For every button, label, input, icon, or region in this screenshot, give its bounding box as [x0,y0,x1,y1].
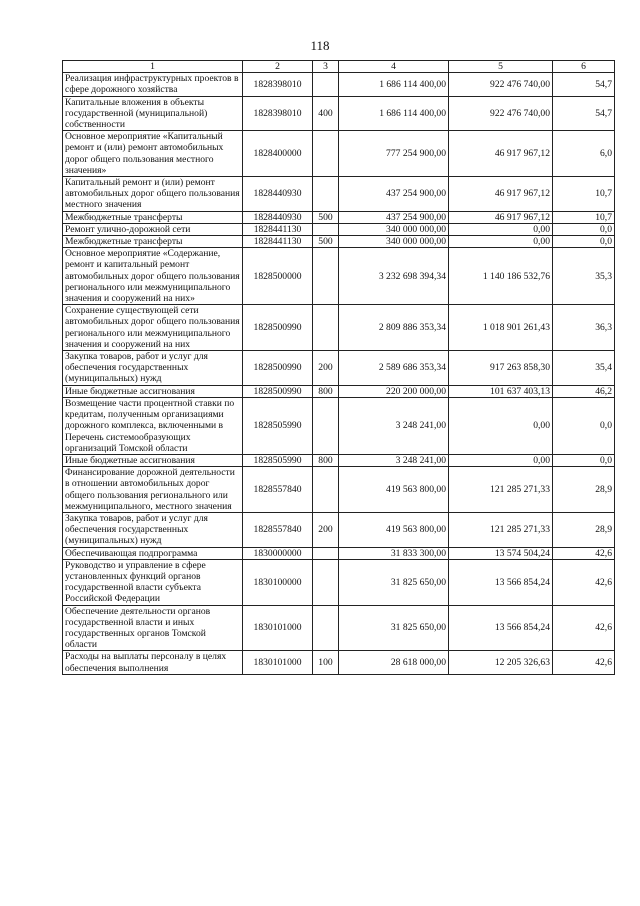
code-cell: 1830101000 [243,605,313,651]
header-row [63,61,615,73]
code-cell: 1828400000 [243,131,313,177]
column-header: 1 [63,61,243,73]
column-header: 4 [339,61,449,73]
executed-amount-cell: 121 285 271,33 [449,512,553,547]
percent-cell: 0,0 [553,454,615,466]
name-cell: Межбюджетные трансферты [63,236,243,248]
percent-cell: 42,6 [553,651,615,674]
name-cell: Основное мероприятие «Капитальный ремонт и (или) ремонт автомобильных дорог общего пользования местного значения» [63,131,243,177]
table-body [63,73,615,675]
executed-amount-cell: 121 285 271,33 [449,467,553,513]
name-cell: Капитальные вложения в объекты государственной (муниципальной) собственности [63,96,243,131]
planned-amount-cell: 437 254 900,00 [339,211,449,223]
name-cell: Реализация инфраструктурных проектов в сфере дорожного хозяйства [63,73,243,96]
page-number: 118 [310,38,330,53]
executed-amount-cell: 922 476 740,00 [449,73,553,96]
table-row [63,177,615,212]
table-row [63,512,615,547]
percent-cell: 10,7 [553,177,615,212]
planned-amount-cell: 28 618 000,00 [339,651,449,674]
executed-amount-cell: 46 917 967,12 [449,211,553,223]
table-row [63,211,615,223]
table-row [63,351,615,386]
name-cell: Финансирование дорожной деятельности в отношении автомобильных дорог общего пользования регионального или межмуниципального, местного значения [63,467,243,513]
code-cell: 1830100000 [243,559,313,605]
table-row [63,454,615,466]
table-row [63,559,615,605]
table-row [63,223,615,235]
column-header: 5 [449,61,553,73]
executed-amount-cell: 12 205 326,63 [449,651,553,674]
executed-amount-cell: 0,00 [449,236,553,248]
expense-type-cell: 500 [313,236,339,248]
name-cell: Капитальный ремонт и (или) ремонт автомобильных дорог общего пользования местного значения [63,177,243,212]
executed-amount-cell: 922 476 740,00 [449,96,553,131]
percent-cell: 35,3 [553,248,615,305]
percent-cell: 42,6 [553,605,615,651]
percent-cell: 36,3 [553,305,615,351]
percent-cell: 54,7 [553,96,615,131]
expense-type-cell [313,223,339,235]
executed-amount-cell: 917 263 858,30 [449,351,553,386]
code-cell: 1828500000 [243,248,313,305]
code-cell: 1828441130 [243,236,313,248]
percent-cell: 0,0 [553,397,615,454]
executed-amount-cell: 46 917 967,12 [449,177,553,212]
code-cell: 1828500990 [243,305,313,351]
name-cell: Иные бюджетные ассигнования [63,385,243,397]
code-cell: 1830000000 [243,547,313,559]
planned-amount-cell: 419 563 800,00 [339,467,449,513]
percent-cell: 6,0 [553,131,615,177]
table-row [63,651,615,674]
planned-amount-cell: 419 563 800,00 [339,512,449,547]
executed-amount-cell: 1 140 186 532,76 [449,248,553,305]
executed-amount-cell: 1 018 901 261,43 [449,305,553,351]
budget-table [62,60,615,675]
executed-amount-cell: 46 917 967,12 [449,131,553,177]
planned-amount-cell: 340 000 000,00 [339,223,449,235]
planned-amount-cell: 437 254 900,00 [339,177,449,212]
planned-amount-cell: 2 589 686 353,34 [339,351,449,386]
code-cell: 1828440930 [243,177,313,212]
executed-amount-cell: 13 566 854,24 [449,559,553,605]
code-cell: 1828440930 [243,211,313,223]
planned-amount-cell: 220 200 000,00 [339,385,449,397]
table-row [63,547,615,559]
expense-type-cell: 200 [313,351,339,386]
table-row [63,467,615,513]
code-cell: 1828398010 [243,96,313,131]
expense-type-cell [313,467,339,513]
name-cell: Сохранение существующей сети автомобильных дорог общего пользования регионального или межмуниципального значения и сооружений на них [63,305,243,351]
table-row [63,605,615,651]
executed-amount-cell: 101 637 403,13 [449,385,553,397]
planned-amount-cell: 31 833 300,00 [339,547,449,559]
name-cell: Иные бюджетные ассигнования [63,454,243,466]
executed-amount-cell: 0,00 [449,397,553,454]
percent-cell: 46,2 [553,385,615,397]
expense-type-cell: 800 [313,385,339,397]
percent-cell: 42,6 [553,559,615,605]
name-cell: Руководство и управление в сфере установленных функций органов государственной власти субъекта Российской Федерации [63,559,243,605]
planned-amount-cell: 340 000 000,00 [339,236,449,248]
executed-amount-cell: 0,00 [449,454,553,466]
percent-cell: 0,0 [553,223,615,235]
name-cell: Расходы на выплаты персоналу в целях обеспечения выполнения [63,651,243,674]
executed-amount-cell: 0,00 [449,223,553,235]
planned-amount-cell: 1 686 114 400,00 [339,96,449,131]
expense-type-cell [313,547,339,559]
expense-type-cell: 200 [313,512,339,547]
code-cell: 1828505990 [243,397,313,454]
planned-amount-cell: 31 825 650,00 [339,605,449,651]
expense-type-cell: 100 [313,651,339,674]
planned-amount-cell: 3 232 698 394,34 [339,248,449,305]
percent-cell: 35,4 [553,351,615,386]
column-header: 6 [553,61,615,73]
planned-amount-cell: 3 248 241,00 [339,397,449,454]
percent-cell: 54,7 [553,73,615,96]
percent-cell: 28,9 [553,512,615,547]
executed-amount-cell: 13 566 854,24 [449,605,553,651]
expense-type-cell: 400 [313,96,339,131]
planned-amount-cell: 2 809 886 353,34 [339,305,449,351]
table-row [63,397,615,454]
percent-cell: 28,9 [553,467,615,513]
code-cell: 1828505990 [243,454,313,466]
table-row [63,236,615,248]
table-row [63,305,615,351]
expense-type-cell [313,177,339,212]
executed-amount-cell: 13 574 504,24 [449,547,553,559]
code-cell: 1828500990 [243,385,313,397]
percent-cell: 0,0 [553,236,615,248]
code-cell: 1828398010 [243,73,313,96]
name-cell: Межбюджетные трансферты [63,211,243,223]
expense-type-cell [313,397,339,454]
planned-amount-cell: 1 686 114 400,00 [339,73,449,96]
name-cell: Основное мероприятие «Содержание, ремонт и капитальный ремонт автомобильных дорог общего пользования регионального или межмуниципального значения и сооружений на них» [63,248,243,305]
code-cell: 1828557840 [243,467,313,513]
table-row [63,73,615,96]
code-cell: 1830101000 [243,651,313,674]
planned-amount-cell: 777 254 900,00 [339,131,449,177]
name-cell: Обеспечивающая подпрограмма [63,547,243,559]
code-cell: 1828441130 [243,223,313,235]
expense-type-cell: 800 [313,454,339,466]
expense-type-cell [313,605,339,651]
table-row [63,385,615,397]
percent-cell: 10,7 [553,211,615,223]
expense-type-cell [313,559,339,605]
name-cell: Возмещение части процентной ставки по кредитам, полученным организациями дорожного комплекса, включенными в Перечень системообразующих организаций Томской области [63,397,243,454]
table-row [63,248,615,305]
planned-amount-cell: 31 825 650,00 [339,559,449,605]
name-cell: Закупка товаров, работ и услуг для обеспечения государственных (муниципальных) нужд [63,512,243,547]
table-row [63,131,615,177]
expense-type-cell [313,248,339,305]
table-row [63,96,615,131]
code-cell: 1828557840 [243,512,313,547]
percent-cell: 42,6 [553,547,615,559]
name-cell: Ремонт улично-дорожной сети [63,223,243,235]
code-cell: 1828500990 [243,351,313,386]
name-cell: Закупка товаров, работ и услуг для обеспечения государственных (муниципальных) нужд [63,351,243,386]
expense-type-cell [313,73,339,96]
column-header: 2 [243,61,313,73]
expense-type-cell: 500 [313,211,339,223]
planned-amount-cell: 3 248 241,00 [339,454,449,466]
expense-type-cell [313,305,339,351]
column-header: 3 [313,61,339,73]
name-cell: Обеспечение деятельности органов государственной власти и иных государственных органов Томской области [63,605,243,651]
expense-type-cell [313,131,339,177]
